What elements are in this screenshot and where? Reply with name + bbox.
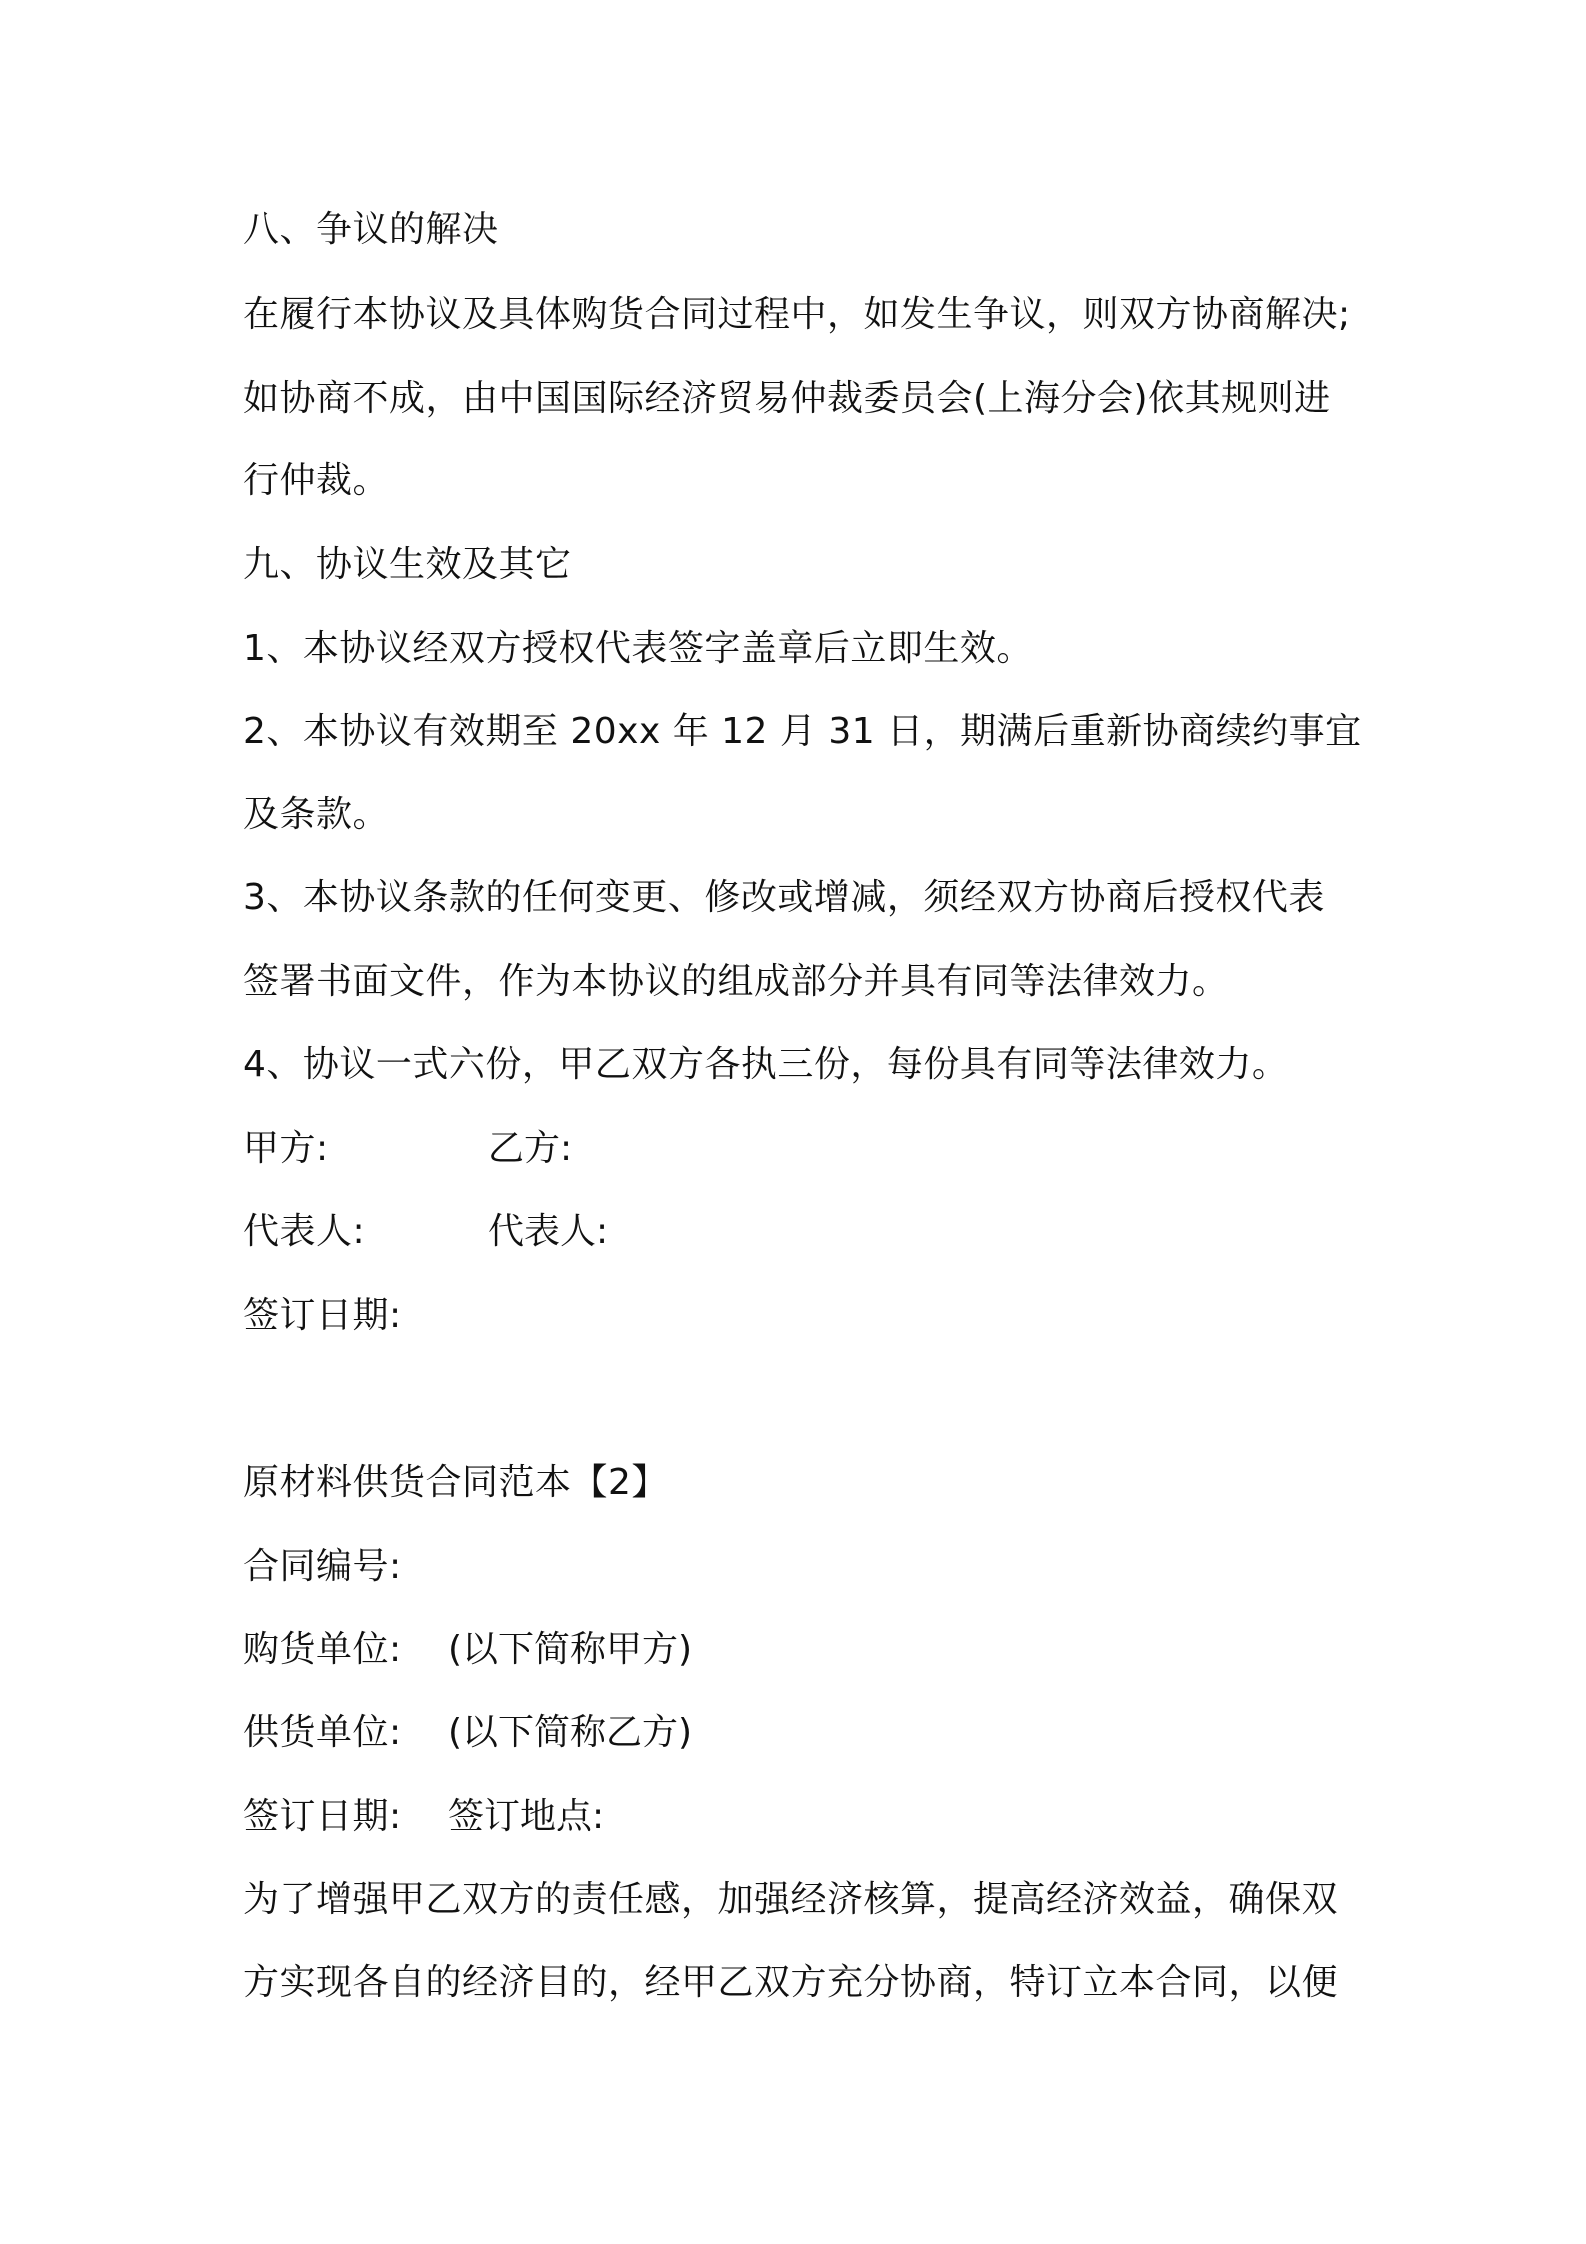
section-9-line-6: 4、协议一式六份，甲乙双方各执三份，每份具有同等法律效力。 bbox=[243, 1044, 1289, 1085]
section-8-line-3: 行仲裁。 bbox=[243, 460, 390, 501]
supplier-label: 供货单位: bbox=[243, 1712, 402, 1753]
section-9-heading: 九、协议生效及其它 bbox=[243, 544, 572, 585]
section-9-line-4: 3、本协议条款的任何变更、修改或增减，须经双方协商后授权代表 bbox=[243, 877, 1325, 918]
section-8-line-2: 如协商不成，由中国国际经济贸易仲裁委员会(上海分会)依其规则进 bbox=[243, 378, 1331, 419]
rep-a-label: 代表人: bbox=[243, 1211, 366, 1252]
contract-place-label: 签订地点: bbox=[448, 1796, 605, 1837]
section-9-line-5: 签署书面文件，作为本协议的组成部分并具有同等法律效力。 bbox=[243, 961, 1229, 1002]
contract-2-title: 原材料供货合同范本【2】 bbox=[243, 1462, 668, 1503]
intro-line-1: 为了增强甲乙双方的责任感，加强经济核算，提高经济效益，确保双 bbox=[243, 1879, 1339, 1920]
contract-number-label: 合同编号: bbox=[243, 1546, 402, 1587]
sign-date-label: 签订日期: bbox=[243, 1295, 402, 1336]
section-9-line-2: 2、本协议有效期至 20xx 年 12 月 31 日，期满后重新协商续约事宜 bbox=[243, 711, 1362, 752]
buyer-note: (以下简称甲方) bbox=[448, 1629, 693, 1670]
section-8-line-1: 在履行本协议及具体购货合同过程中，如发生争议，则双方协商解决; bbox=[243, 294, 1351, 335]
section-9-line-3: 及条款。 bbox=[243, 794, 390, 835]
party-b-label: 乙方: bbox=[488, 1128, 573, 1169]
buyer-label: 购货单位: bbox=[243, 1629, 402, 1670]
rep-b-label: 代表人: bbox=[488, 1211, 609, 1252]
section-8-heading: 八、争议的解决 bbox=[243, 209, 499, 250]
section-9-line-1: 1、本协议经双方授权代表签字盖章后立即生效。 bbox=[243, 628, 1033, 669]
intro-line-2: 方实现各自的经济目的，经甲乙双方充分协商，特订立本合同，以便 bbox=[243, 1962, 1339, 2003]
party-a-label: 甲方: bbox=[243, 1128, 329, 1169]
contract-date-label: 签订日期: bbox=[243, 1796, 402, 1837]
supplier-note: (以下简称乙方) bbox=[448, 1712, 693, 1753]
